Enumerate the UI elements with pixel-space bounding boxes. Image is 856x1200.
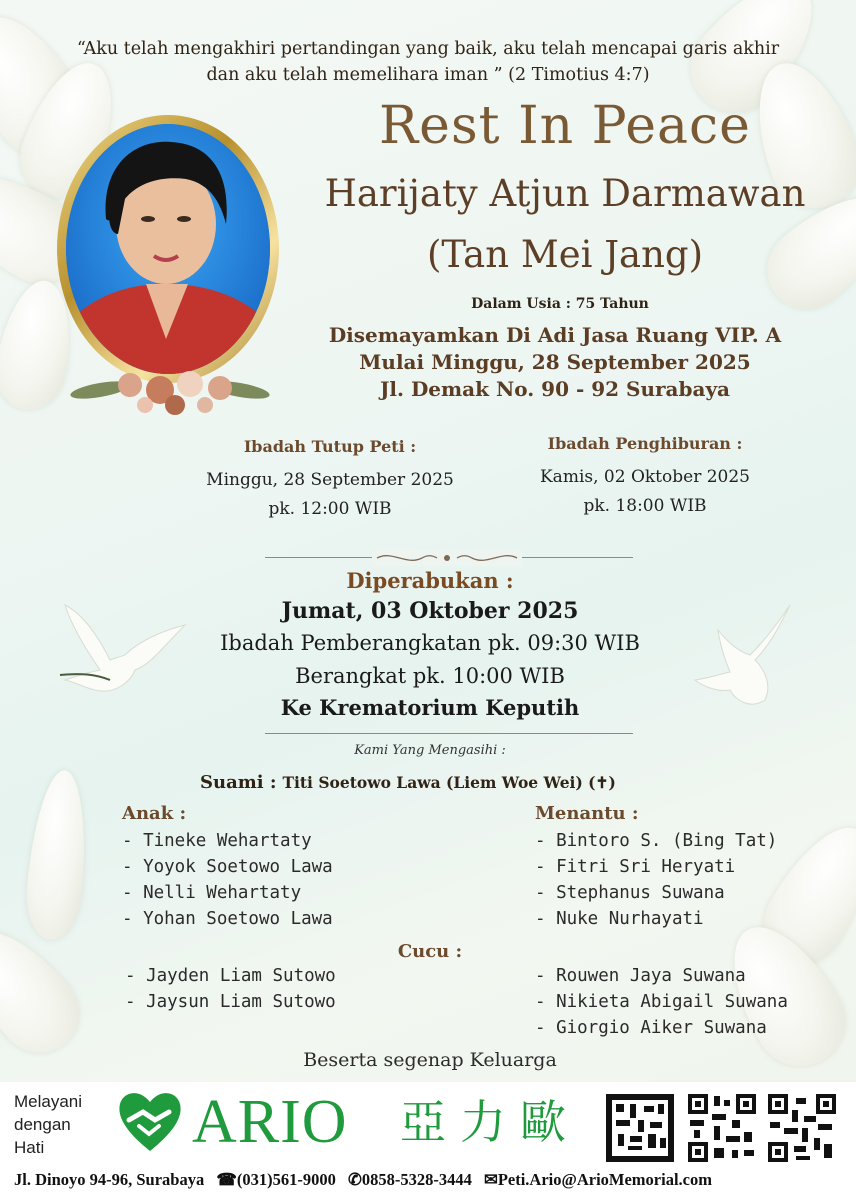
qr-code-icon: [604, 1092, 676, 1164]
deceased-name: Harijaty Atjun Darmawan: [324, 172, 806, 215]
comfort-service-date: Kamis, 02 Oktober 2025: [539, 467, 750, 487]
list-item: - Bintoro S. (Bing Tat): [535, 831, 778, 851]
dove-left-icon: [55, 600, 190, 705]
footer-email[interactable]: Peti.Ario@ArioMemorial.com: [497, 1170, 712, 1189]
grandchildren-left-list: [125, 963, 336, 1015]
list-item: - Tineke Wehartaty: [122, 831, 312, 851]
wake-line-3: Jl. Demak No. 90 - 92 Surabaya: [379, 377, 731, 401]
qr-code-icon: [686, 1092, 758, 1164]
wake-line-1: Disemayamkan Di Adi Jasa Ruang VIP. A: [328, 323, 782, 347]
wake-info: [280, 322, 830, 403]
list-item: - Giorgio Aiker Suwana: [535, 1018, 767, 1038]
list-item: - Jaysun Liam Sutowo: [125, 992, 336, 1012]
children-list: [122, 828, 333, 932]
bible-verse-line-1: “Aku telah mengakhiri pertandingan yang baik, aku telah mencapai garis akhir: [76, 39, 780, 59]
bible-verse: [0, 36, 856, 88]
flower-garland-icon: [60, 350, 280, 422]
portrait-photo: [66, 124, 270, 374]
whatsapp-icon: ✆: [348, 1170, 362, 1189]
list-item: - Yohan Soetowo Lawa: [122, 909, 333, 929]
closing-service-title: Ibadah Tutup Peti :: [243, 437, 417, 456]
comfort-service-time: pk. 18:00 WIB: [583, 496, 707, 516]
footer-whatsapp[interactable]: 0858-5328-3444: [361, 1170, 472, 1189]
mail-icon: ✉: [483, 1170, 498, 1189]
in-laws-list: [535, 828, 777, 932]
ornament-divider-icon: [372, 550, 522, 566]
footer: [0, 1082, 856, 1200]
cremation-date: Jumat, 03 Oktober 2025: [281, 598, 579, 624]
bible-verse-line-2: dan aku telah memelihara iman ” (2 Timotius 4:7): [206, 65, 650, 85]
list-item: - Jayden Liam Sutowo: [125, 966, 336, 986]
list-item: - Fitri Sri Heryati: [535, 857, 736, 877]
departure-service: Ibadah Pemberangkatan pk. 09:30 WIB: [220, 631, 640, 655]
departure-time: Berangkat pk. 10:00 WIB: [295, 664, 565, 688]
closing-service-time: pk. 12:00 WIB: [268, 499, 392, 519]
dove-right-icon: [680, 600, 800, 715]
husband-name: Titi Soetowo Lawa (Liem Woe Wei) (✝): [282, 773, 616, 792]
list-item: - Nikieta Abigail Suwana: [535, 992, 788, 1012]
tagline-line-1: Melayani: [14, 1092, 83, 1111]
footer-tagline: [14, 1090, 82, 1159]
list-item: - Rouwen Jaya Suwana: [535, 966, 746, 986]
phone-icon: ☎: [216, 1170, 237, 1189]
husband-label: Suami :: [200, 772, 277, 793]
qr-code-icon: [766, 1092, 838, 1164]
brand-chinese: 亞力歐: [400, 1095, 580, 1149]
tagline-line-3: Hati: [14, 1138, 45, 1157]
comfort-service: [510, 432, 780, 520]
in-laws-title: Menantu :: [535, 803, 639, 824]
comfort-service-title: Ibadah Penghiburan :: [547, 434, 743, 453]
divider-bottom: [265, 733, 633, 734]
family-closing: Beserta segenap Keluarga: [303, 1049, 557, 1071]
list-item: - Stephanus Suwana: [535, 883, 725, 903]
closing-service-date: Minggu, 28 September 2025: [206, 470, 454, 490]
cremation-title: Diperabukan :: [346, 568, 514, 593]
footer-phone[interactable]: (031)561-9000: [236, 1170, 336, 1189]
grandchildren-right-list: [535, 963, 788, 1041]
crematorium-place: Ke Krematorium Keputih: [280, 695, 580, 720]
brand-logo: ARIO: [192, 1088, 348, 1156]
tagline-line-2: dengan: [14, 1115, 71, 1134]
handshake-heart-icon: [115, 1086, 185, 1156]
wake-line-2: Mulai Minggu, 28 September 2025: [359, 350, 751, 374]
lily-decoration-bottom-left: [0, 770, 130, 1070]
deceased-chinese-name: (Tan Mei Jang): [426, 233, 704, 276]
contact-bar: [14, 1170, 844, 1190]
closing-service: [195, 435, 465, 523]
children-title: Anak :: [122, 803, 187, 824]
husband-row: [200, 772, 700, 793]
list-item: - Nelli Wehartaty: [122, 883, 302, 903]
list-item: - Nuke Nurhayati: [535, 909, 704, 929]
deceased-age: Dalam Usia : 75 Tahun: [471, 296, 649, 312]
footer-address: Jl. Dinoyo 94-96, Surabaya: [14, 1170, 205, 1189]
grandchildren-title: Cucu :: [397, 941, 463, 962]
list-item: - Yoyok Soetowo Lawa: [122, 857, 333, 877]
family-intro: Kami Yang Mengasihi :: [354, 743, 506, 758]
page-title: Rest In Peace: [379, 96, 751, 156]
